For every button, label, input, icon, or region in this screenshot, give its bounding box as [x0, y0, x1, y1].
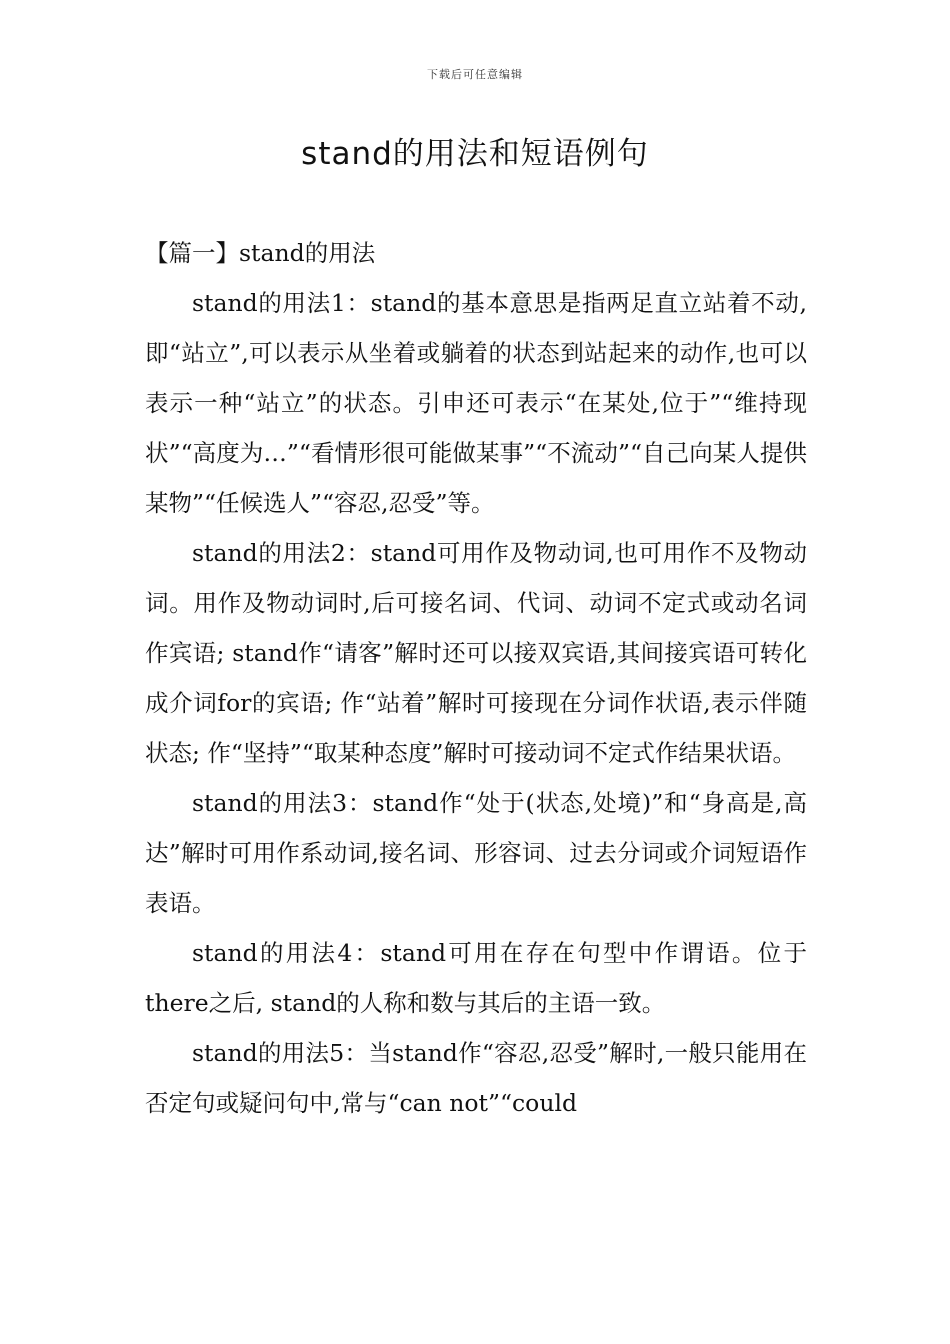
paragraph-usage-2: stand的用法2：stand可用作及物动词,也可用作不及物动词。用作及物动词时,后可接名词、代词、动词不定式或动名词作宾语; stand作“请客”解时还可以接双宾语,其间接宾语可转化成介词for的宾语; 作“站着”解时可接现在分词作状语,表示伴随状态; 作“坚持”“取某种态度”解时可接动词不定式作结果状语。 [145, 539, 807, 767]
paragraph-usage-5: stand的用法5：当stand作“容忍,忍受”解时,一般只能用在否定句或疑问句中,常与“can not”“could [145, 1039, 807, 1117]
paragraph-usage-3: stand的用法3：stand作“处于(状态,处境)”和“身高是,高达”解时可用作系动词,接名词、形容词、过去分词或介词短语作表语。 [145, 789, 807, 917]
section-heading: 【篇一】stand的用法 [145, 239, 376, 267]
document-title: stand的用法和短语例句 [301, 136, 649, 172]
paragraph-usage-4: stand的用法4：stand可用在存在句型中作谓语。位于there之后, stand的人称和数与其后的主语一致。 [145, 939, 807, 1017]
document-body [145, 228, 807, 1128]
page-header-note: 下载后可任意编辑 [427, 68, 523, 81]
paragraph-usage-1: stand的用法1：stand的基本意思是指两足直立站着不动,即“站立”,可以表示从坐着或躺着的状态到站起来的动作,也可以表示一种“站立”的状态。引申还可表示“在某处,位于”“维持现状”“高度为…”“看情形很可能做某事”“不流动”“自己向某人提供某物”“任候选人”“容忍,忍受”等。 [145, 289, 807, 517]
